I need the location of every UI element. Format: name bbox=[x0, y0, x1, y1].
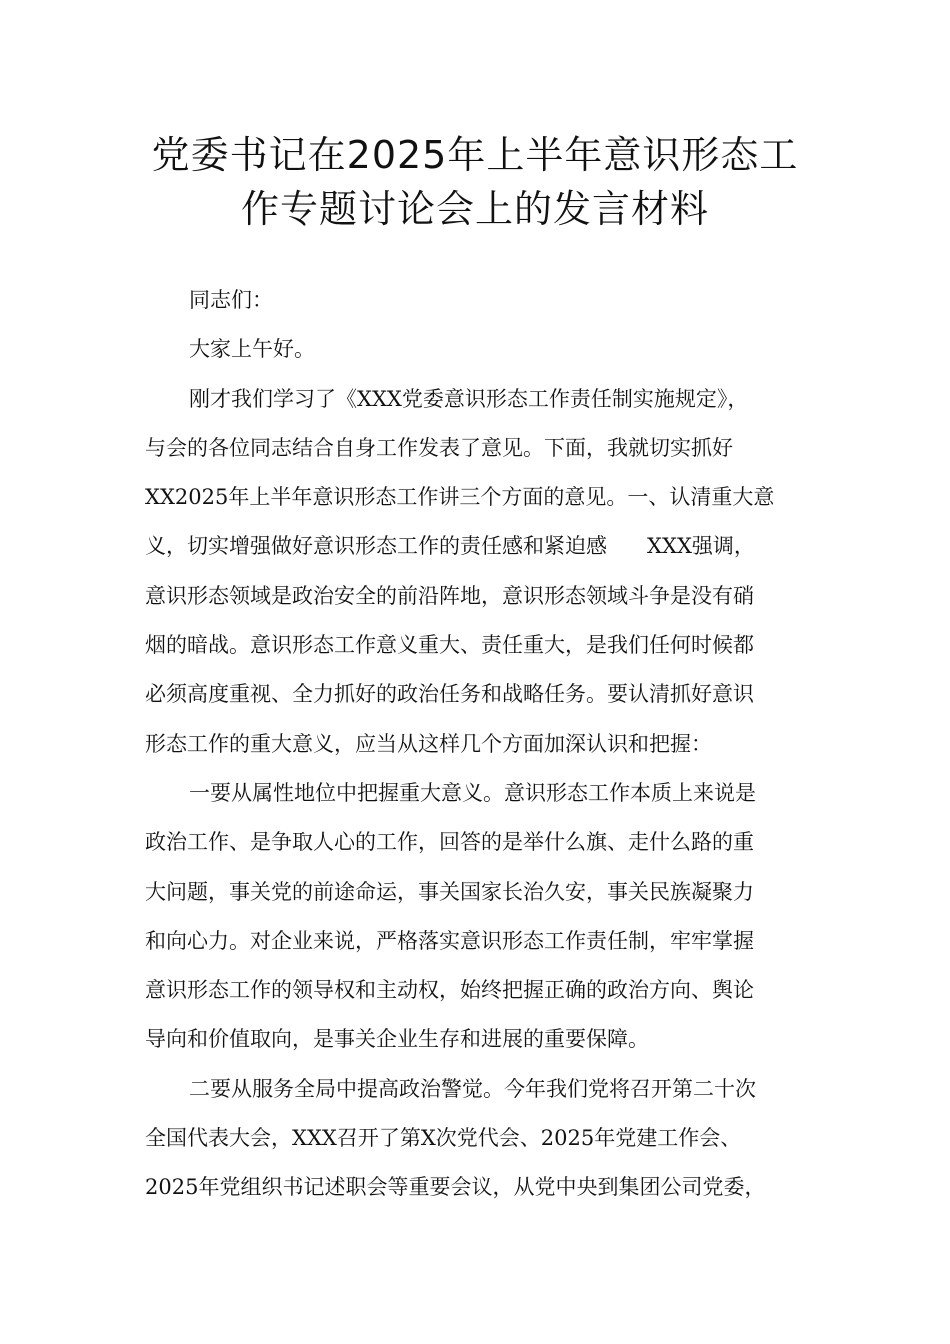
document-body bbox=[145, 280, 825, 1217]
body-line: 刚才我们学习了《XXX党委意识形态工作责任制实施规定》， bbox=[189, 386, 749, 411]
body-line: 形态工作的重大意义，应当从这样几个方面加深认识和把握： bbox=[145, 731, 712, 756]
body-line: 一要从属性地位中把握重大意义。意识形态工作本质上来说是 bbox=[189, 780, 756, 805]
body-line: XX2025年上半年意识形态工作讲三个方面的意见。一、认清重大意 bbox=[145, 485, 775, 510]
body-line: 必须高度重视、全力抓好的政治任务和战略任务。要认清抓好意识 bbox=[145, 682, 754, 707]
salutation-line: 同志们： bbox=[189, 288, 273, 312]
title-line-2: 作专题讨论会上的发言材料 bbox=[240, 187, 709, 231]
document-title bbox=[120, 128, 830, 236]
body-line: 全国代表大会，XXX召开了第X次党代会、2025年党建工作会、 bbox=[145, 1126, 742, 1151]
body-line: 义，切实增强做好意识形态工作的责任感和紧迫感 XXX强调， bbox=[145, 534, 755, 559]
body-line: 与会的各位同志结合自身工作发表了意见。下面，我就切实抓好 bbox=[145, 435, 733, 460]
body-line: 意识形态工作的领导权和主动权，始终把握正确的政治方向、舆论 bbox=[145, 978, 754, 1003]
body-line: 政治工作、是争取人心的工作，回答的是举什么旗、走什么路的重 bbox=[145, 830, 754, 855]
body-line: 意识形态领域是政治安全的前沿阵地，意识形态领域斗争是没有硝 bbox=[145, 583, 754, 608]
body-line: 和向心力。对企业来说，严格落实意识形态工作责任制，牢牢掌握 bbox=[145, 928, 754, 953]
body-line: 2025年党组织书记述职会等重要会议，从党中央到集团公司党委， bbox=[145, 1175, 766, 1200]
body-line: 大问题，事关党的前途命运，事关国家长治久安，事关民族凝聚力 bbox=[145, 879, 754, 904]
body-line: 二要从服务全局中提高政治警觉。今年我们党将召开第二十次 bbox=[189, 1076, 756, 1101]
body-line: 烟的暗战。意识形态工作意义重大、责任重大，是我们任何时候都 bbox=[145, 633, 754, 658]
title-line-1: 党委书记在2025年上半年意识形态工 bbox=[151, 133, 799, 177]
greeting-line: 大家上午好。 bbox=[189, 337, 315, 362]
body-line: 导向和价值取向，是事关企业生存和进展的重要保障。 bbox=[145, 1027, 649, 1052]
